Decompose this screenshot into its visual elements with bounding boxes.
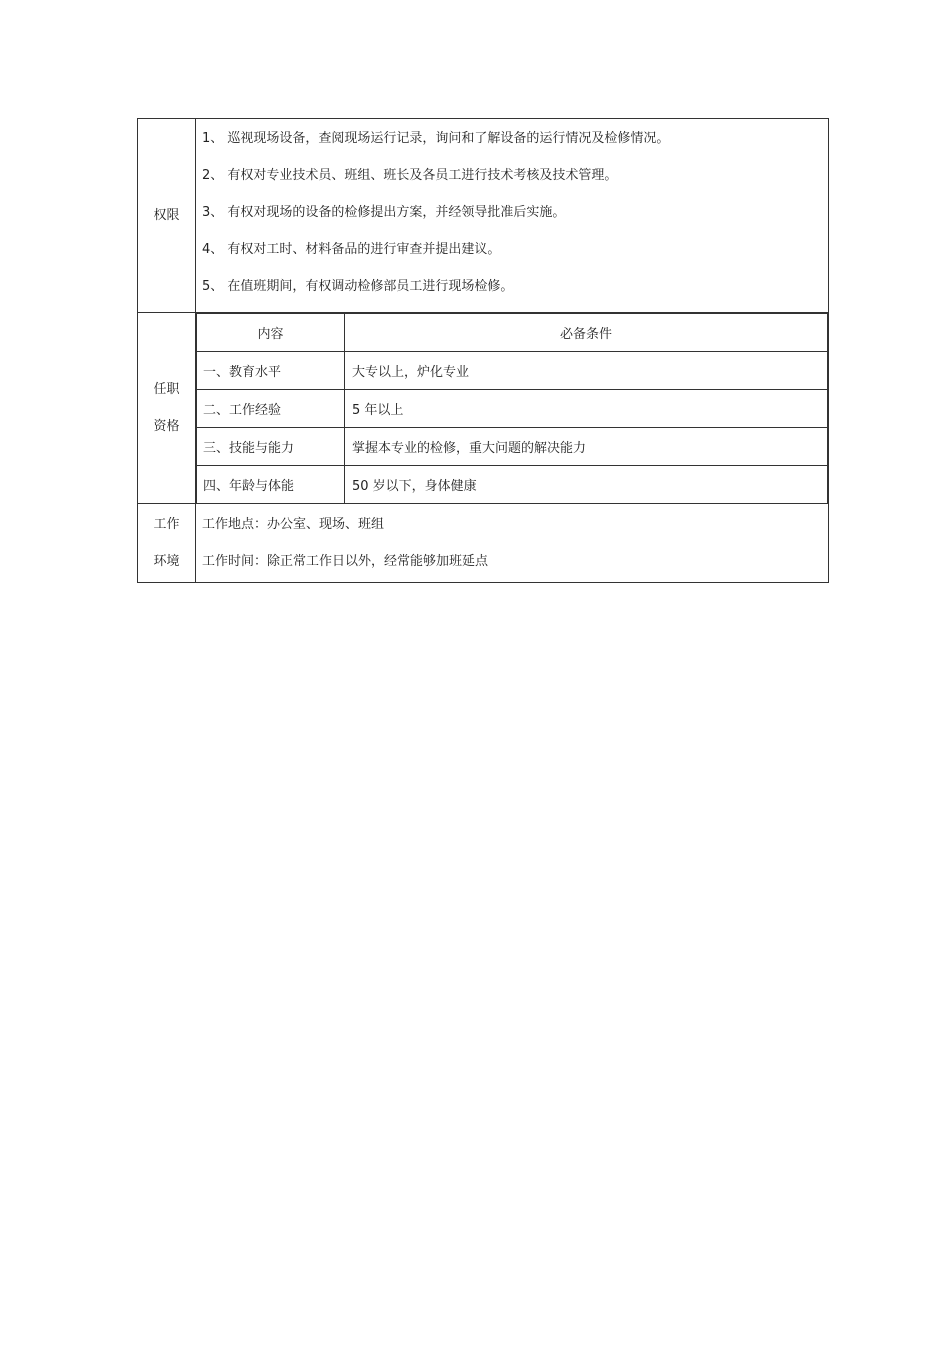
environment-label: [138, 504, 196, 583]
work-time: 工作时间：除正常工作日以外，经常能够加班延点: [202, 554, 489, 569]
authority-label: 权限: [138, 119, 196, 313]
qualification-content: 三、技能与能力: [197, 428, 345, 466]
qualification-label: [138, 313, 196, 504]
environment-label-line1: 工作: [153, 517, 180, 532]
table-row: [197, 466, 828, 504]
authority-item: 5、 在值班期间，有权调动检修部员工进行现场检修。: [202, 279, 514, 294]
qualification-content: 二、工作经验: [197, 390, 345, 428]
table-row: [197, 428, 828, 466]
qualification-cell: [196, 313, 829, 504]
qualification-table: [196, 313, 828, 503]
qualification-header-row: [197, 314, 828, 352]
qualification-content: 四、年龄与体能: [197, 466, 345, 504]
authority-row: [138, 119, 829, 313]
qualification-label-line1: 任职: [153, 382, 180, 397]
qualification-row: [138, 313, 829, 504]
qualification-requirement: 50 岁以下，身体健康: [345, 466, 828, 504]
qualification-requirement: 掌握本专业的检修，重大问题的解决能力: [345, 428, 828, 466]
work-location: 工作地点：办公室、现场、班组: [202, 517, 385, 532]
table-row: [197, 352, 828, 390]
header-content: 内容: [197, 314, 345, 352]
table-row: [197, 390, 828, 428]
authority-item: 4、 有权对工时、材料备品的进行审查并提出建议。: [202, 242, 501, 257]
header-requirement: 必备条件: [345, 314, 828, 352]
job-description-table: [137, 118, 829, 583]
authority-item: 3、 有权对现场的设备的检修提出方案，并经领导批准后实施。: [202, 205, 566, 220]
qualification-content: 一、教育水平: [197, 352, 345, 390]
qualification-requirement: 5 年以上: [345, 390, 828, 428]
authority-list: [196, 119, 829, 313]
authority-item: 1、 巡视现场设备，查阅现场运行记录，询问和了解设备的运行情况及检修情况。: [202, 131, 670, 146]
environment-cell: [196, 504, 829, 583]
qualification-label-line2: 资格: [153, 419, 180, 434]
environment-label-line2: 环境: [153, 554, 180, 569]
qualification-requirement: 大专以上，炉化专业: [345, 352, 828, 390]
environment-row: [138, 504, 829, 583]
authority-item: 2、 有权对专业技术员、班组、班长及各员工进行技术考核及技术管理。: [202, 168, 618, 183]
